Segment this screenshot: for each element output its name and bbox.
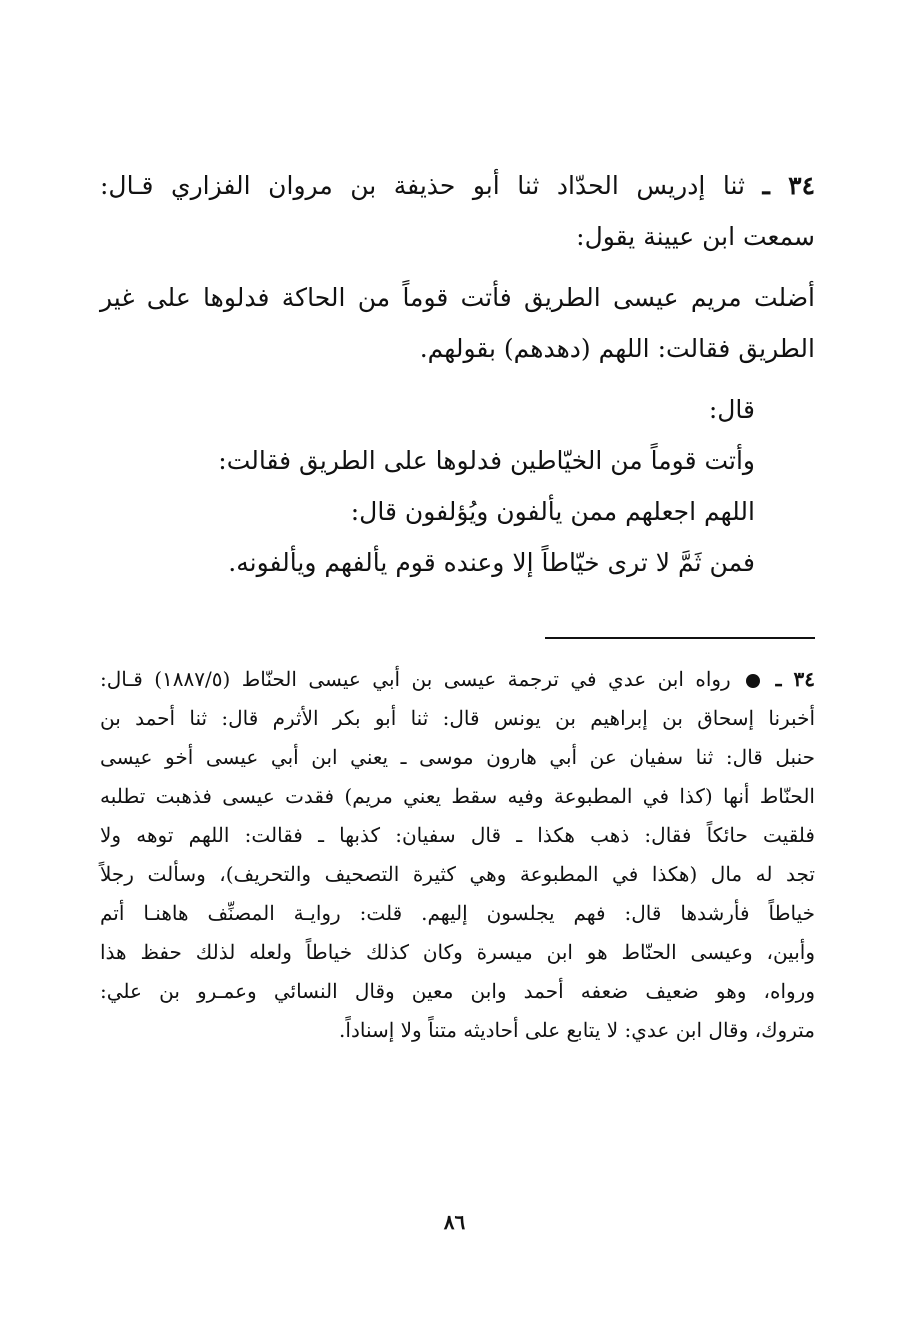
main-line-3: أضلت مريم عيسى الطريق فأتت قوماً من الحاكة فدلوها على غير: [100, 283, 815, 312]
main-text: [100, 160, 815, 588]
footnote-line-8: وأبين، وعيسى الحنّاط هو ابن ميسرة وكان كذلك خياطاً ولعله لذلك حفظ هذا: [100, 940, 815, 964]
footnote-line-10: متروك، وقال ابن عدي: لا يتابع على أحاديثه متناً ولا إسناداً.: [339, 1018, 815, 1042]
footnote-line-7: خياطاً فأرشدها قال: فهم يجلسون إليهم. قلت: روايـة المصنِّف هاهنـا أتم: [100, 901, 815, 925]
footnote-line-2: أخبرنا إسحاق بن إبراهيم بن يونس قال: ثنا أبو بكر الأثرم قال: ثنا أحمد بن: [100, 706, 815, 730]
footnote-separator: [545, 637, 815, 639]
footnote-line-5: فلقيت حائكاً فقال: ذهب هكذا ـ قال سفيان: كذبها ـ فقالت: اللهم توهه ولا: [100, 823, 815, 847]
main-line-4: الطريق فقالت: اللهم (دهدهم) بقولهم.: [419, 334, 815, 363]
footnote-line-6: تجد له مال (هكذا في المطبوعة وهي كثيرة التصحيف والتحريف)، وسألت رجلاً: [100, 862, 815, 886]
footnote-line-9: ورواه، وهو ضعيف ضعفه أحمد وابن معين وقال النسائي وعمـرو بن علي:: [100, 979, 815, 1003]
main-line-7: اللهم اجعلهم ممن يألفون ويُؤلفون قال:: [350, 497, 755, 526]
page-number: ٨٦: [443, 1210, 466, 1234]
hadith-number: ٣٤ ـ: [762, 171, 816, 200]
main-line-6: وأتت قوماً من الخيّاطين فدلوها على الطريق فقالت:: [218, 446, 755, 475]
footnote: [100, 660, 815, 1050]
footnote-line-3: حنبل قال: ثنا سفيان عن أبي هارون موسى ـ يعني ابن أبي عيسى أخو عيسى: [100, 745, 815, 769]
bullet-dot-icon: [746, 674, 760, 688]
main-line-8: فمن ثَمَّ لا ترى خيّاطاً إلا وعنده قوم يألفهم ويألفونه.: [228, 548, 755, 577]
main-line-2: سمعت ابن عيينة يقول:: [576, 222, 815, 251]
footnote-line-4: الحنّاط أنها (كذا في المطبوعة وفيه سقط يعني مريم) فقدت عيسى فذهبت تطلبه: [100, 784, 815, 808]
footnote-number: ٣٤ ـ: [775, 667, 816, 691]
footnote-line-1: ٣٤ ـ رواه ابن عدي في ترجمة عيسى بن أبي عيسى الحنّاط (١٨٨٧/٥) قـال:: [100, 667, 816, 691]
main-line-1: ٣٤ ـ ثنا إدريس الحدّاد ثنا أبو حذيفة بن مروان الفزاري قـال:: [100, 171, 816, 200]
main-line-5: قال:: [708, 395, 755, 424]
